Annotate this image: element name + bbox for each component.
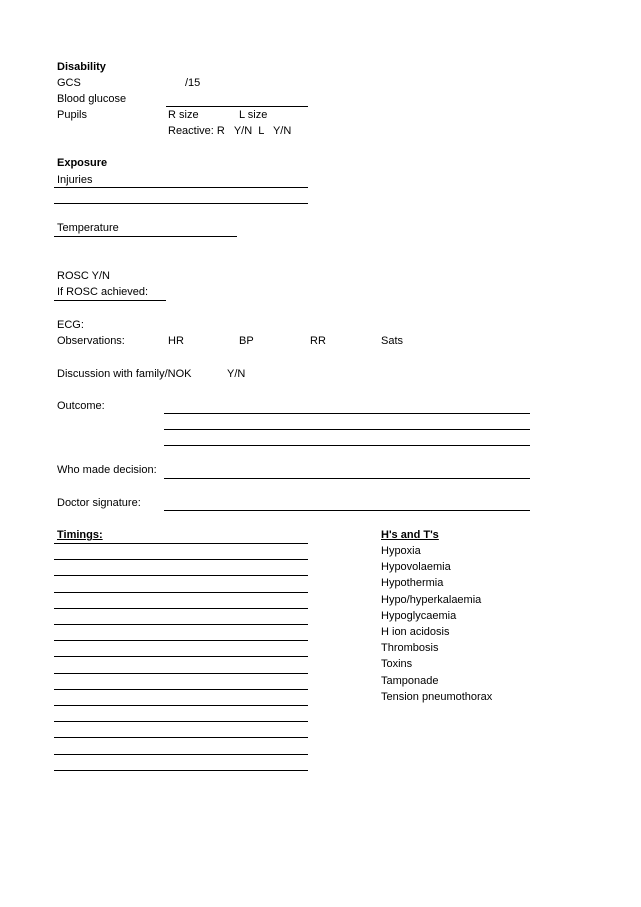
timing-line[interactable]: [54, 559, 308, 560]
outcome-label: Outcome:: [57, 400, 105, 412]
timing-line[interactable]: [54, 754, 308, 755]
outcome-line-3[interactable]: [164, 445, 530, 446]
timing-line[interactable]: [54, 656, 308, 657]
if-rosc-label: If ROSC achieved:: [57, 286, 149, 298]
injuries-line-2[interactable]: [54, 203, 308, 204]
gcs-label: GCS: [57, 77, 81, 89]
disability-heading: Disability: [57, 61, 106, 73]
temperature-label: Temperature: [57, 222, 119, 234]
who-made-decision-line[interactable]: [164, 478, 530, 479]
timing-line[interactable]: [54, 575, 308, 576]
timing-line[interactable]: [54, 608, 308, 609]
doctor-signature-line[interactable]: [164, 510, 530, 511]
hs-ts-item: Hypothermia: [381, 577, 444, 589]
hs-ts-item: Hypo/hyperkalaemia: [381, 594, 482, 606]
timing-line[interactable]: [54, 624, 308, 625]
hs-ts-item: Thrombosis: [381, 642, 439, 654]
pupils-l-size: L size: [239, 109, 268, 121]
hs-ts-item: Hypoxia: [381, 545, 421, 557]
injuries-line-1[interactable]: [54, 187, 308, 188]
ecg-label: ECG:: [57, 319, 84, 331]
timing-line[interactable]: [54, 640, 308, 641]
observation-bp: BP: [239, 335, 254, 347]
hs-ts-item: Hypoglycaemia: [381, 610, 457, 622]
if-rosc-line[interactable]: [54, 300, 166, 301]
rosc-label: ROSC Y/N: [57, 270, 110, 282]
temperature-line[interactable]: [54, 236, 237, 237]
timing-line[interactable]: [54, 705, 308, 706]
discussion-label: Discussion with family/NOK: [57, 368, 192, 380]
discussion-yn: Y/N: [227, 368, 246, 380]
timing-line[interactable]: [54, 770, 308, 771]
observations-label: Observations:: [57, 335, 125, 347]
blood-glucose-label: Blood glucose: [57, 93, 127, 105]
observation-sats: Sats: [381, 335, 404, 347]
injuries-label: Injuries: [57, 174, 93, 186]
hs-ts-item: Hypovolaemia: [381, 561, 451, 573]
outcome-line-2[interactable]: [164, 429, 530, 430]
timing-line[interactable]: [54, 592, 308, 593]
timing-line[interactable]: [54, 737, 308, 738]
gcs-suffix: /15: [185, 77, 201, 89]
who-made-decision-label: Who made decision:: [57, 464, 157, 476]
observation-hr: HR: [168, 335, 184, 347]
hs-and-ts-heading: H's and T's: [381, 529, 439, 541]
timing-line[interactable]: [54, 689, 308, 690]
doctor-signature-label: Doctor signature:: [57, 497, 141, 509]
timing-line[interactable]: [54, 721, 308, 722]
pupils-r-size: R size: [168, 109, 199, 121]
hs-ts-item: Tension pneumothorax: [381, 691, 493, 703]
hs-ts-item: Tamponade: [381, 675, 439, 687]
pupils-reactive: Reactive: R Y/N L Y/N: [168, 125, 292, 137]
hs-ts-item: Toxins: [381, 658, 413, 670]
timings-heading: Timings:: [57, 529, 103, 541]
blood-glucose-line[interactable]: [166, 106, 308, 107]
outcome-line-1[interactable]: [164, 413, 530, 414]
exposure-heading: Exposure: [57, 157, 108, 169]
timing-line[interactable]: [54, 543, 308, 544]
observation-rr: RR: [310, 335, 326, 347]
hs-ts-item: H ion acidosis: [381, 626, 450, 638]
pupils-label: Pupils: [57, 109, 87, 121]
timing-line[interactable]: [54, 673, 308, 674]
